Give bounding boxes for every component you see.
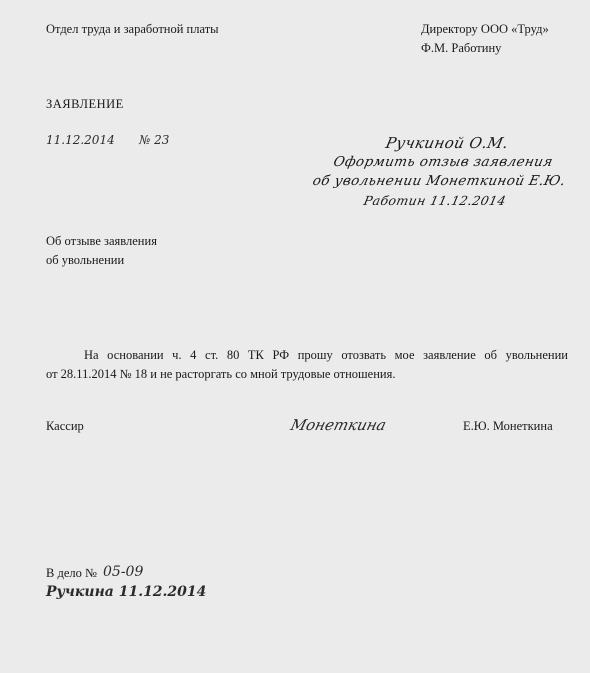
- document-body: [46, 346, 568, 384]
- addressee-title: Директору ООО «Труд»: [421, 22, 549, 36]
- body-line: от 28.11.2014 № 18 и не расторгать со мной трудовые отношения.: [46, 367, 396, 381]
- addressee-name: Ф.М. Работину: [421, 41, 502, 55]
- handwritten-signature: Монеткина: [288, 416, 389, 434]
- resolution-line: об увольнении Монеткиной Е.Ю.: [311, 173, 567, 189]
- department-name: Отдел труда и заработной платы: [46, 22, 219, 36]
- filing-label: В дело №: [46, 566, 97, 580]
- filing-number: 05-09: [103, 564, 144, 580]
- filing-note: Ручкина 11.12.2014: [46, 584, 207, 600]
- subject-line: Об отзыве заявления: [46, 234, 157, 248]
- signer-name: Е.Ю. Монеткина: [463, 419, 553, 433]
- subject-line: об увольнении: [46, 253, 125, 267]
- document-title: ЗАЯВЛЕНИЕ: [46, 97, 124, 111]
- document-date: 11.12.2014: [46, 133, 115, 147]
- signer-position: Кассир: [46, 419, 84, 433]
- resolution-line: Работин 11.12.2014: [362, 193, 508, 208]
- body-line: На основании ч. 4 ст. 80 ТК РФ прошу отозвать мое заявление об увольнении: [84, 348, 568, 362]
- director-resolution: [288, 134, 590, 210]
- resolution-line: Ручкиной О.М.: [384, 134, 511, 152]
- resolution-line: Оформить отзыв заявления: [331, 154, 555, 170]
- document-number: № 23: [139, 133, 170, 147]
